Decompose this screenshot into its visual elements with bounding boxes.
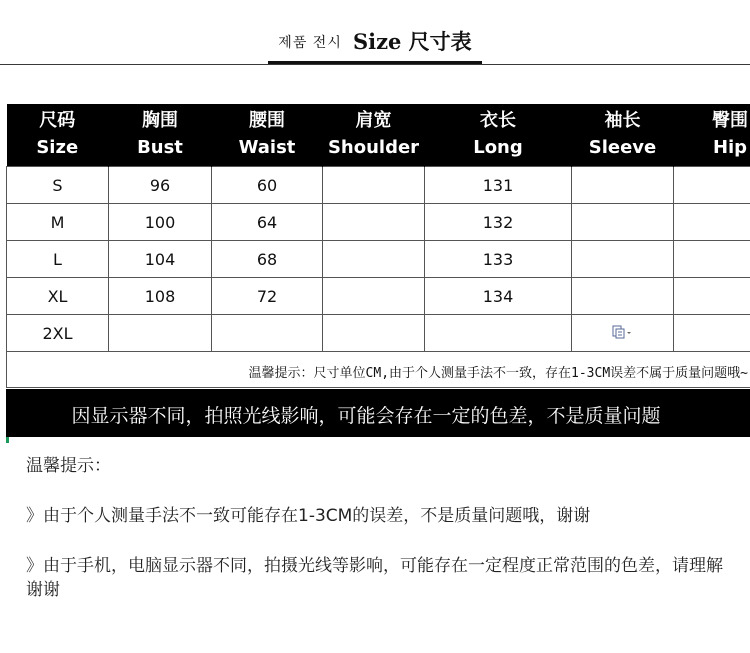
col-header-en: Bust: [137, 137, 183, 158]
cell-long: 134: [425, 278, 572, 315]
col-header-bust: [109, 104, 212, 167]
col-header-en: Shoulder: [327, 137, 420, 158]
col-header-en: Size: [36, 137, 79, 158]
table-row: [7, 204, 750, 241]
cell-hip: [674, 315, 750, 352]
cell-shoulder: [323, 241, 425, 278]
cell-hip: [674, 241, 750, 278]
cell-size: L: [7, 241, 109, 278]
cell-hip: [674, 167, 750, 204]
cell-shoulder: [323, 315, 425, 352]
notes-heading: 温馨提示：: [26, 456, 111, 476]
cell-bust: 108: [109, 278, 212, 315]
size-tip-row: [6, 352, 750, 388]
header-divider: [0, 64, 750, 65]
table-row: [7, 167, 750, 204]
size-tip-text: 温馨提示：尺寸单位CM,由于个人测量手法不一致，存在1-3CM误差不属于质量问题哦~: [248, 366, 748, 381]
cell-hip: [674, 278, 750, 315]
notes-section: [26, 454, 726, 602]
col-header-sleeve: [572, 104, 674, 167]
cell-size: S: [7, 167, 109, 204]
cell-long: 132: [425, 204, 572, 241]
col-header-zh: 胸围: [142, 110, 178, 131]
cell-waist: [212, 315, 323, 352]
col-header-zh: 臀围: [712, 110, 748, 131]
cell-waist: 60: [212, 167, 323, 204]
col-header-shoulder: [323, 104, 425, 167]
corner-accent: [6, 437, 9, 443]
cell-shoulder: [323, 278, 425, 315]
cell-bust: 96: [109, 167, 212, 204]
note-color-difference: 》由于手机，电脑显示器不同，拍摄光线等影响，可能存在一定程度正常范围的色差，请理解谢谢: [26, 556, 723, 600]
cell-sleeve: [572, 315, 674, 352]
cell-size: M: [7, 204, 109, 241]
table-row: [7, 278, 750, 315]
cell-sleeve: [572, 167, 674, 204]
cell-long: 131: [425, 167, 572, 204]
col-header-en: Sleeve: [588, 137, 657, 158]
cell-sleeve: [572, 278, 674, 315]
col-header-en: Hip: [712, 137, 748, 158]
note-measurement: 》由于个人测量手法不一致可能存在1-3CM的误差，不是质量问题哦，谢谢: [26, 506, 591, 526]
table-header-row: [7, 104, 750, 167]
col-header-zh: 尺码: [39, 110, 76, 131]
cell-bust: [109, 315, 212, 352]
cell-shoulder: [323, 204, 425, 241]
cell-hip: [674, 204, 750, 241]
cell-size: 2XL: [7, 315, 109, 352]
cell-sleeve: [572, 204, 674, 241]
col-header-waist: [212, 104, 323, 167]
banner-text: 因显示器不同，拍照光线影响，可能会存在一定的色差，不是质量问题: [71, 405, 661, 427]
color-notice-banner: [6, 389, 750, 437]
paste-options-icon[interactable]: [612, 325, 634, 342]
table-row: [7, 241, 750, 278]
cell-waist: 72: [212, 278, 323, 315]
col-header-zh: 袖长: [604, 110, 641, 131]
table-row: [7, 315, 750, 352]
col-header-zh: 肩宽: [355, 110, 392, 131]
cell-waist: 68: [212, 241, 323, 278]
col-header-zh: 腰围: [249, 110, 285, 131]
title-underline: [268, 61, 482, 64]
page-title: [0, 26, 750, 56]
cell-waist: 64: [212, 204, 323, 241]
col-header-en: Long: [473, 137, 523, 158]
cell-sleeve: [572, 241, 674, 278]
cell-size: XL: [7, 278, 109, 315]
title-korean: 제품 전시: [278, 35, 342, 51]
col-header-en: Waist: [238, 137, 296, 158]
col-header-long: [425, 104, 572, 167]
page-header: [0, 0, 750, 70]
cell-long: 133: [425, 241, 572, 278]
col-header-hip: [674, 104, 750, 167]
size-table: [6, 104, 750, 352]
col-header-size: [7, 104, 109, 167]
cell-shoulder: [323, 167, 425, 204]
cell-bust: 100: [109, 204, 212, 241]
cell-bust: 104: [109, 241, 212, 278]
col-header-zh: 衣长: [480, 110, 516, 131]
cell-long: [425, 315, 572, 352]
title-main: Size 尺寸表: [352, 29, 472, 54]
